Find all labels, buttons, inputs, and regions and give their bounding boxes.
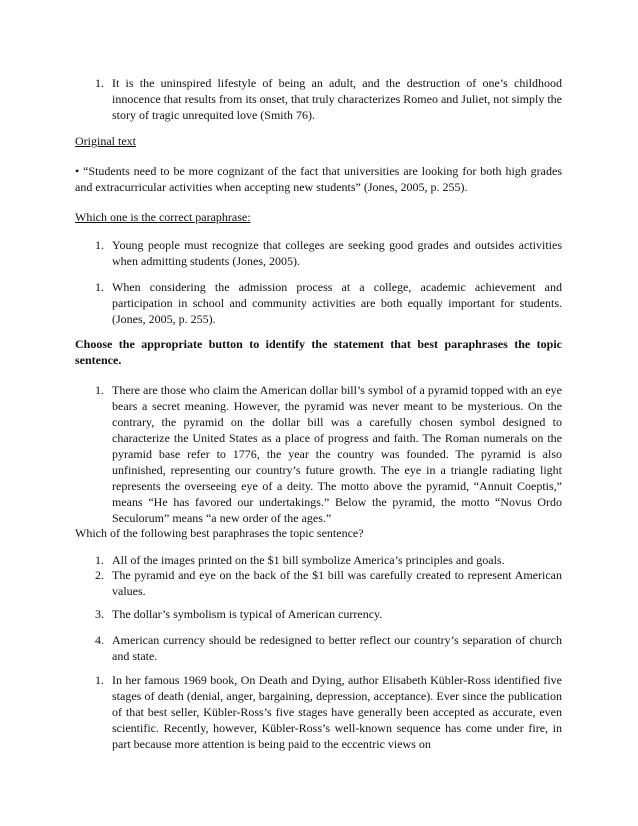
list-number: 1. bbox=[95, 238, 104, 252]
paraphrase-question-heading: Which one is the correct paraphrase: bbox=[75, 210, 251, 224]
list-number: 1. bbox=[95, 383, 104, 397]
list-number: 1. bbox=[95, 280, 104, 294]
original-text-heading: Original text bbox=[75, 134, 136, 148]
pyramid-passage-text: There are those who claim the American dollar bill’s symbol of a pyramid topped with an eye bears a secret meaning. However, the pyramid was never meant to be mysterious. On the contrary, the pyramid on the dollar bill was a carefully chosen symbol designed to characterize the United States as a place of progress and faith. The Roman numerals on the pyramid base refer to 1776, the year the country was founded. The pyramid is also unfinished, representing our country’s future growth. The eye in a triangle radiating light represents the overseeing eye of a deity. The motto above the pyramid, “Annuit Coeptis,” means “He has favored our undertakings.” Below the pyramid, the motto “Novus Ordo Seculorum” means “a new order of the ages.” bbox=[112, 383, 562, 525]
paraphrase-option-text: Young people must recognize that colleges are seeking good grades and outsides activities when admitting students (Jones, 2005). bbox=[112, 238, 562, 268]
answer-option-text: All of the images printed on the $1 bill symbolize America’s principles and goals. bbox=[112, 553, 505, 567]
kubler-passage-text: In her famous 1969 book, On Death and Dying, author Elisabeth Kübler-Ross identified five stages of death (denial, anger, bargaining, depression, acceptance). Ever since the publication of that best seller, Kübler-Ross’s five stages have generally been accepted as accurate, even scientific. Recently, however, Kübler-Ross’s well-known sequence has come under fire, in part because more attention is being paid to the eccentric views on bbox=[112, 673, 562, 751]
list-number: 4. bbox=[95, 633, 104, 647]
paraphrase-option-text: When considering the admission process at a college, academic achievement and participation in school and community activities are both equally important for students. (Jones, 2005, p. 255). bbox=[112, 280, 562, 326]
question-text: Which of the following best paraphrases the topic sentence? bbox=[75, 526, 364, 540]
list-number: 1. bbox=[95, 553, 104, 567]
instruction-text: Choose the appropriate button to identify the statement that best paraphrases the topic sentence. bbox=[75, 337, 562, 367]
original-quote: • “Students need to be more cognizant of the fact that universities are looking for both high grades and extracurricular activities when accepting new students” (Jones, 2005, p. 255). bbox=[75, 164, 562, 194]
answer-option-text: The pyramid and eye on the back of the $1 bill was carefully created to represent American values. bbox=[112, 568, 562, 598]
list-number: 2. bbox=[95, 568, 104, 582]
list-number: 1. bbox=[95, 76, 104, 90]
list-number: 3. bbox=[95, 607, 104, 621]
list-item-text: It is the uninspired lifestyle of being an adult, and the destruction of one’s childhood innocence that results from its onset, that truly characterizes Romeo and Juliet, not simply the story of tragic unrequited love (Smith 76). bbox=[112, 76, 562, 122]
answer-option-text: American currency should be redesigned to better reflect our country’s separation of church and state. bbox=[112, 633, 562, 663]
list-number: 1. bbox=[95, 673, 104, 687]
answer-option-text: The dollar’s symbolism is typical of American currency. bbox=[112, 607, 383, 621]
